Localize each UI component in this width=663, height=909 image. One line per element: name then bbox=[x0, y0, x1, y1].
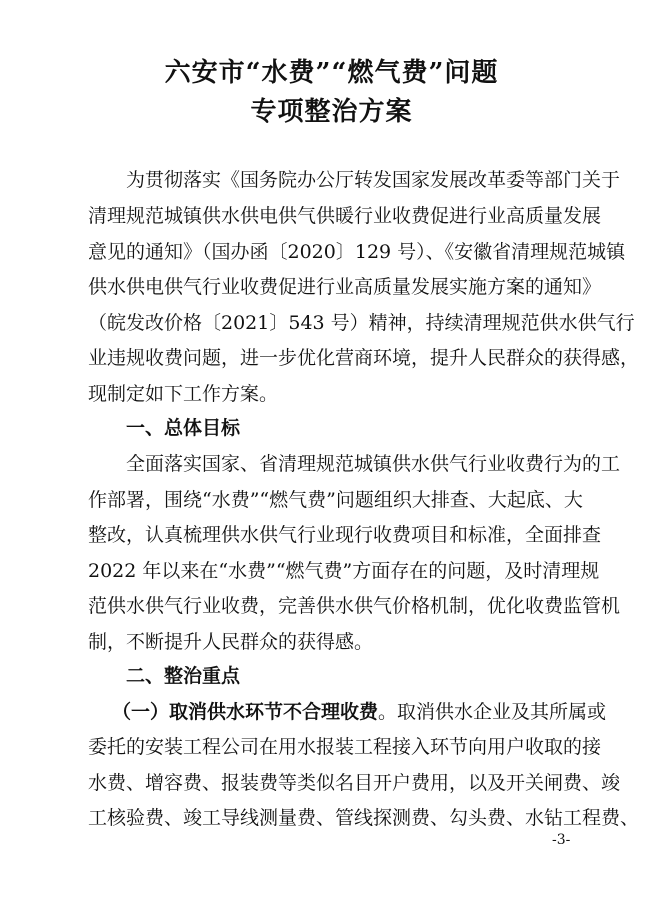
intro-line: 现制定如下工作方案。 bbox=[88, 383, 279, 405]
section-heading: 一、总体目标 bbox=[126, 417, 241, 439]
section-line: 委托的安装工程公司在用水报装工程接入环节向用户收取的接 bbox=[88, 736, 602, 758]
subsection-text: 。取消供水企业及其所属或 bbox=[378, 701, 607, 723]
page-number: -3- bbox=[552, 832, 571, 848]
intro-line: 业违规收费问题，进一步优化营商环境，提升人民群众的获得感， bbox=[88, 347, 640, 369]
section-line: 制，不断提升人民群众的获得感。 bbox=[88, 631, 374, 653]
subsection-heading: （一）取消供水环节不合理收费 bbox=[112, 701, 379, 723]
intro-line: 供水供电供气行业收费促进行业高质量发展实施方案的通知》 bbox=[88, 276, 602, 298]
section-line: 范供水供气行业收费，完善供水供气价格机制，优化收费监管机 bbox=[88, 595, 621, 617]
section-line: 全面落实国家、省清理规范城镇供水供气行业收费行为的工 bbox=[126, 453, 621, 475]
section-line: 整改，认真梳理供水供气行业现行收费项目和标准，全面排查 bbox=[88, 524, 602, 546]
subsection-line bbox=[112, 698, 607, 726]
section-line: 工核验费、竣工导线测量费、管线探测费、勾头费、水钻工程费、 bbox=[88, 807, 640, 829]
document-title-line-1: 六安市“水费”“燃气费”问题 bbox=[164, 58, 499, 88]
intro-line: 清理规范城镇供水供电供气供暖行业收费促进行业高质量发展 bbox=[88, 205, 602, 227]
section-line: 水费、增容费、报装费等类似名目开户费用，以及开关闸费、竣 bbox=[88, 772, 621, 794]
intro-line: 意见的通知》（国办函〔2020〕129 号）、《安徽省清理规范城镇 bbox=[88, 241, 626, 263]
intro-line: （皖发改价格〔2021〕543 号）精神，持续清理规范供水供气行 bbox=[88, 312, 635, 334]
intro-line: 为贯彻落实《国务院办公厅转发国家发展改革委等部门关于 bbox=[126, 169, 621, 191]
section-line: 作部署，围绕“水费”“燃气费”问题组织大排查、大起底、大 bbox=[88, 489, 583, 511]
document-title-line-2: 专项整治方案 bbox=[250, 97, 413, 127]
section-heading: 二、整治重点 bbox=[126, 665, 241, 687]
section-line: 2022 年以来在“水费”“燃气费”方面存在的问题，及时清理规 bbox=[88, 560, 600, 582]
